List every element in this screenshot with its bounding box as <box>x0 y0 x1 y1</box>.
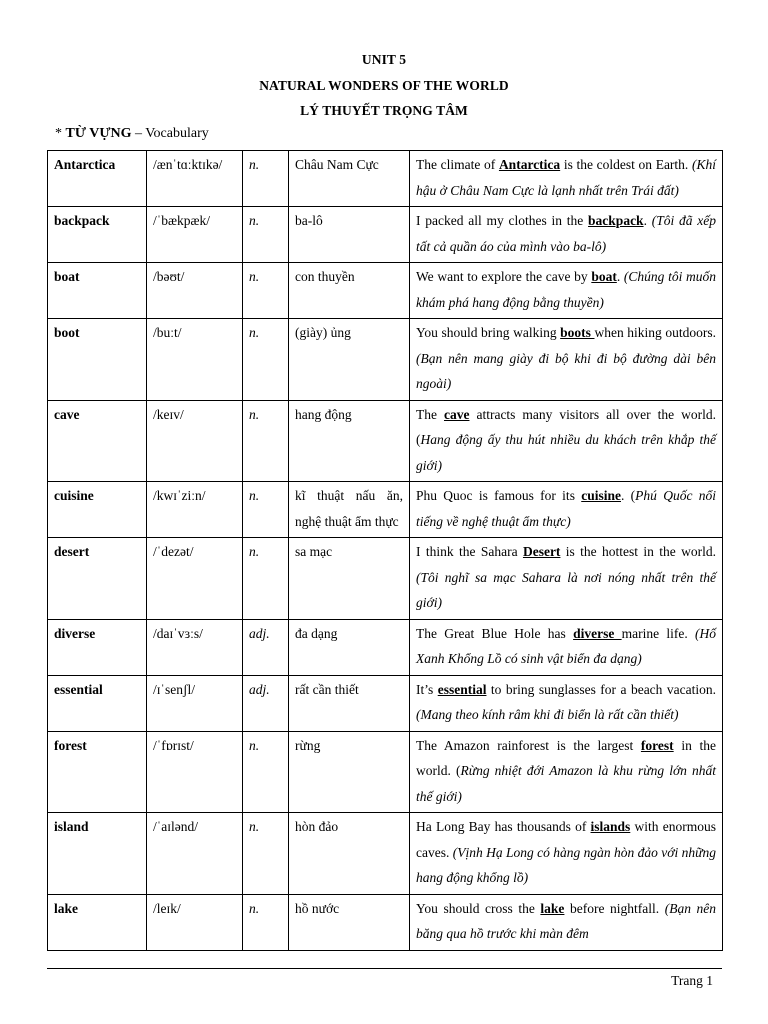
example-keyword: cave <box>443 406 470 422</box>
example-translation: (Bạn nên băng qua hồ trước khi màn đêm <box>416 900 717 941</box>
example-text: attracts many visitors all over the world. ( <box>416 406 716 447</box>
example-text: to bring sunglasses for a beach vacation. <box>486 681 716 697</box>
example-translation: Phú Quốc nổi tiếng về nghệ thuật ẩm thực) <box>416 488 716 529</box>
vocab-example <box>410 894 723 950</box>
vocab-pronunciation: /kwɪˈziːn/ <box>147 482 243 538</box>
example-text: The Great Blue Hole has <box>416 625 574 641</box>
example-translation: Hang động ấy thu hút nhiều du khách trên khắp thế giới) <box>416 432 716 473</box>
vocab-meaning: đa dạng <box>289 619 410 675</box>
vocab-word: island <box>48 813 147 895</box>
example-text: Ha Long Bay has thousands of <box>416 819 591 834</box>
vocab-example <box>410 538 723 620</box>
section-heading <box>55 126 209 142</box>
vocab-row <box>48 482 723 538</box>
vocab-part-of-speech: n. <box>243 400 289 482</box>
vocab-meaning: rất cần thiết <box>289 675 410 731</box>
example-translation: (Bạn nên mang giày đi bộ khi đi bộ đường dài bên ngoài) <box>416 350 716 391</box>
vocab-meaning: (giày) ủng <box>289 319 410 401</box>
example-keyword: lake <box>540 900 565 916</box>
section-star: * <box>55 126 66 141</box>
example-text: Phu Quoc is famous for its <box>416 488 582 503</box>
vocab-example <box>410 813 723 895</box>
example-translation: (Vịnh Hạ Long có hàng ngàn hòn đảo với những hang động khổng lồ) <box>416 844 716 885</box>
vocab-row <box>48 207 723 263</box>
vocab-word: Antarctica <box>48 151 147 207</box>
example-text: . <box>643 213 652 228</box>
example-keyword: backpack <box>588 213 644 228</box>
example-keyword: forest <box>640 737 674 753</box>
section-label-bold: TỪ VỰNG <box>65 126 132 141</box>
vocab-row <box>48 263 723 319</box>
vocab-example <box>410 482 723 538</box>
vocab-word: boot <box>48 319 147 401</box>
vocab-example <box>410 675 723 731</box>
example-text: is the hottest in the world. <box>560 544 716 559</box>
unit-title: NATURAL WONDERS OF THE WORLD <box>259 78 509 93</box>
example-text: You should cross the <box>416 900 541 916</box>
vocab-meaning: con thuyền <box>289 263 410 319</box>
example-keyword: diverse <box>573 625 622 641</box>
example-text: I packed all my clothes in the <box>416 213 589 228</box>
vocab-meaning: hồ nước <box>289 894 410 950</box>
vocab-example <box>410 731 723 813</box>
example-text: in the world. ( <box>416 737 716 778</box>
example-keyword: boat <box>591 269 617 284</box>
vocab-part-of-speech: adj. <box>243 675 289 731</box>
example-translation: (Hố Xanh Khổng Lồ có sinh vật biển đa dạng) <box>416 625 716 666</box>
example-text: when hiking outdoors. <box>594 325 716 340</box>
vocab-part-of-speech: n. <box>243 207 289 263</box>
vocab-example <box>410 207 723 263</box>
vocab-pronunciation: /buːt/ <box>147 319 243 401</box>
vocab-example <box>410 263 723 319</box>
example-translation: (Mang theo kính râm khi đi biển là rất cần thiết) <box>416 707 679 722</box>
vocab-word: desert <box>48 538 147 620</box>
example-keyword: essential <box>437 681 487 697</box>
vocab-word: forest <box>48 731 147 813</box>
vocab-example <box>410 400 723 482</box>
vocab-row <box>48 675 723 731</box>
vocab-meaning: sa mạc <box>289 538 410 620</box>
vocab-meaning: hang động <box>289 400 410 482</box>
footer-divider <box>47 968 722 969</box>
vocab-meaning: kĩ thuật nấu ăn, nghệ thuật ẩm thực <box>289 482 410 538</box>
example-keyword: Antarctica <box>498 157 561 172</box>
example-translation: (Khí hậu ở Châu Nam Cực là lạnh nhất trên Trái đất) <box>416 157 716 198</box>
vocab-part-of-speech: n. <box>243 151 289 207</box>
page-number: Trang 1 <box>671 973 713 988</box>
vocab-word: lake <box>48 894 147 950</box>
unit-subtitle: LÝ THUYẾT TRỌNG TÂM <box>300 103 468 118</box>
vocab-word: diverse <box>48 619 147 675</box>
vocab-pronunciation: /daɪˈvɜːs/ <box>147 619 243 675</box>
example-text: is the coldest on Earth. <box>560 157 692 172</box>
vocab-pronunciation: /keɪv/ <box>147 400 243 482</box>
vocab-pronunciation: /ˈaɪlənd/ <box>147 813 243 895</box>
vocab-pronunciation: /ɪˈsenʃl/ <box>147 675 243 731</box>
vocab-pronunciation: /ˈbækpæk/ <box>147 207 243 263</box>
vocab-word: cave <box>48 400 147 482</box>
vocab-pronunciation: /bəʊt/ <box>147 263 243 319</box>
unit-heading: UNIT 5 <box>361 52 407 67</box>
vocab-example <box>410 319 723 401</box>
vocab-part-of-speech: n. <box>243 319 289 401</box>
example-text: It’s <box>416 681 438 697</box>
vocab-meaning: Châu Nam Cực <box>289 151 410 207</box>
example-text: . ( <box>621 488 636 503</box>
vocab-row <box>48 619 723 675</box>
vocab-pronunciation: /leɪk/ <box>147 894 243 950</box>
vocab-word: boat <box>48 263 147 319</box>
vocab-word: backpack <box>48 207 147 263</box>
vocab-part-of-speech: n. <box>243 263 289 319</box>
vocab-example <box>410 151 723 207</box>
example-translation: (Chúng tôi muốn khám phá hang động bằng thuyền) <box>416 269 716 310</box>
example-text: . <box>616 269 624 284</box>
vocab-pronunciation: /ˈfɒrɪst/ <box>147 731 243 813</box>
example-text: I think the Sahara <box>416 544 523 559</box>
vocab-meaning: rừng <box>289 731 410 813</box>
vocab-meaning: ba-lô <box>289 207 410 263</box>
vocab-row <box>48 813 723 895</box>
example-text: before nightfall. <box>564 900 665 916</box>
vocab-meaning: hòn đảo <box>289 813 410 895</box>
vocab-row <box>48 894 723 950</box>
vocab-row <box>48 319 723 401</box>
section-label-rest: – Vocabulary <box>131 126 209 141</box>
example-keyword: boots <box>560 325 595 340</box>
vocab-part-of-speech: adj. <box>243 619 289 675</box>
vocab-word: cuisine <box>48 482 147 538</box>
example-keyword: cuisine <box>581 488 621 503</box>
vocab-row <box>48 400 723 482</box>
vocab-word: essential <box>48 675 147 731</box>
vocab-part-of-speech: n. <box>243 482 289 538</box>
vocab-row <box>48 151 723 207</box>
example-text: with enormous caves. <box>416 819 716 860</box>
example-text: The <box>416 406 444 422</box>
example-text: We want to explore the cave by <box>416 269 592 284</box>
vocab-pronunciation: /ænˈtɑːktɪkə/ <box>147 151 243 207</box>
example-text: marine life. <box>621 625 695 641</box>
vocab-row <box>48 731 723 813</box>
vocabulary-table-body <box>48 151 723 951</box>
vocab-pronunciation: /ˈdezət/ <box>147 538 243 620</box>
example-keyword: Desert <box>522 544 561 559</box>
vocab-part-of-speech: n. <box>243 731 289 813</box>
example-text: The Amazon rainforest is the largest <box>416 737 641 753</box>
example-text: You should bring walking <box>416 325 561 340</box>
vocab-row <box>48 538 723 620</box>
example-translation: Rừng nhiệt đới Amazon là khu rừng lớn nhất thế giới) <box>416 763 716 804</box>
example-translation: (Tôi đã xếp tất cả quần áo của mình vào ba-lô) <box>416 213 716 254</box>
vocab-part-of-speech: n. <box>243 538 289 620</box>
vocab-part-of-speech: n. <box>243 813 289 895</box>
example-text: The climate of <box>416 157 499 172</box>
example-translation: (Tôi nghĩ sa mạc Sahara là nơi nóng nhất trên thế giới) <box>416 569 716 610</box>
vocab-example <box>410 619 723 675</box>
vocabulary-table <box>47 150 723 951</box>
example-keyword: islands <box>590 819 631 834</box>
vocab-part-of-speech: n. <box>243 894 289 950</box>
